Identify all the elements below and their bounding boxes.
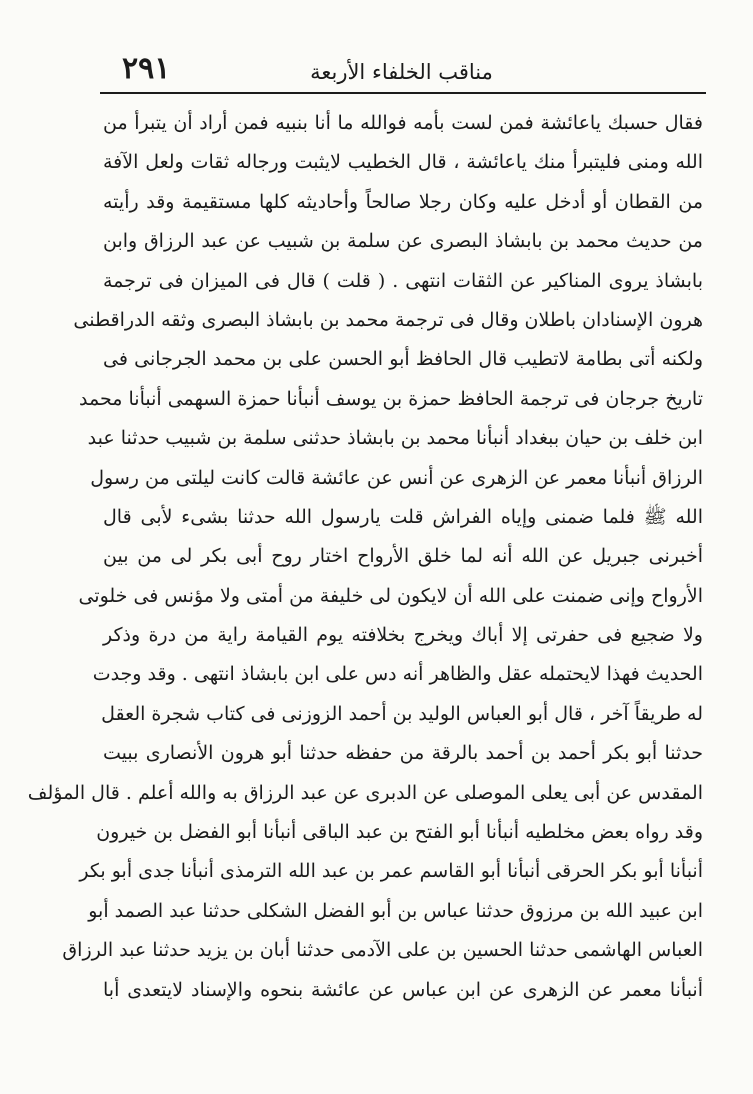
text-line: الأرواح وإنى ضمنت على الله أن لايكون لى خليفة من أمتى ولا مؤنس فى خلوتى xyxy=(78,584,703,607)
text-line: ولكنه أتى بطامة لاتطيب قال الحافظ أبو الحسن على بن محمد الجرجانى فى xyxy=(103,348,703,371)
text-line: من القطان أو أدخل عليه وكان رجلا صالحاً وأحاديثه كلها مستقيمة وقد رأيته xyxy=(103,190,703,213)
running-title: مناقب الخلفاء الأربعة xyxy=(310,60,493,84)
text-line: أخبرنى جبريل عن الله أنه لما خلق الأرواح اختار روح أبى بكر لى من بين xyxy=(103,545,703,568)
text-line: من حديث محمد بن بابشاذ البصرى عن سلمة بن شبيب عن عبد الرزاق وابن xyxy=(103,230,703,253)
text-line: تاريخ جرجان فى ترجمة الحافظ حمزة بن يوسف أنبأنا حمزة السهمى أنبأنا محمد xyxy=(79,387,703,410)
text-line: الحديث فهذا لايحتمله عقل والظاهر أنه دس على ابن بابشاذ انتهى . وقد وجدت xyxy=(92,663,703,686)
text-line: فقال حسبك ياعائشة فمن لست بأمه فوالله ما أنا بنبيه فمن أراد أن يتبرأ من xyxy=(103,112,703,134)
page-number: ٢٩١ xyxy=(122,51,171,86)
text-line: ابن عبيد الله بن مرزوق حدثنا عباس بن أبو الفضل الشكلى حدثنا عبد الصمد أبو xyxy=(88,899,703,922)
text-line: الله ومنى فليتبرأ منك ياعائشة ، قال الخطيب لايثبت ورجاله ثقات ولعل الآفة xyxy=(103,151,703,174)
text-line: حدثنا أبو بكر أحمد بن أحمد بالرقة من حفظه حدثنا أبو هرون الأنصارى ببيت xyxy=(103,742,703,765)
text-line: ابن خلف بن حيان ببغداد أنبأنا محمد بن بابشاذ حدثنى سلمة بن شبيب حدثنا عبد xyxy=(87,427,703,450)
page-header xyxy=(100,52,703,92)
text-line: العباس الهاشمى حدثنا الحسين بن على الآدمى حدثنا أبان بن يزيد حدثنا عبد الرزاق xyxy=(62,939,703,962)
text-line: المقدس عن أبى يعلى الموصلى عن الدبرى عن عبد الرزاق به والله أعلم . قال المؤلف xyxy=(27,781,703,804)
text-line: بابشاذ يروى المناكير عن الثقات انتهى . ( قلت ) قال فى الميزان فى ترجمة xyxy=(103,269,703,292)
text-line: أنبأنا أبو بكر الحرقى أنبأنا أبو القاسم عمر بن عبد الله الترمذى أنبأنا جدى أبو بكر xyxy=(79,860,703,883)
header-rule xyxy=(100,92,706,94)
text-line: أنبأنا معمر عن الزهرى عن ابن عباس عن عائشة بنحوه والإسناد لايتعدى أبا xyxy=(103,978,703,1001)
text-line: ولا ضجيع فى حفرتى إلا أباك ويخرج بخلافته يوم القيامة راية من درة وذكر xyxy=(103,624,703,647)
body-text xyxy=(27,104,703,1010)
text-line: الرزاق أنبأنا معمر عن الزهرى عن أنس عن عائشة قالت كانت ليلتى من رسول xyxy=(90,466,703,489)
text-line: له طريقاً آخر ، قال أبو العباس الوليد بن أحمد الزوزنى فى كتاب شجرة العقل xyxy=(101,702,703,725)
text-line: هرون الإسنادان باطلان وقال فى ترجمة محمد بن بابشاذ البصرى وثقه الدراقطنى xyxy=(73,308,703,331)
text-line: الله ﷺ فلما ضمنى وإياه الفراش قلت يارسول الله حدثنا بشىء لأبى قال xyxy=(103,505,703,528)
text-line: وقد رواه بعض مخلطيه أنبأنا أبو الفتح بن عبد الباقى أنبأنا أبو الفضل بن خيرون xyxy=(96,821,703,844)
